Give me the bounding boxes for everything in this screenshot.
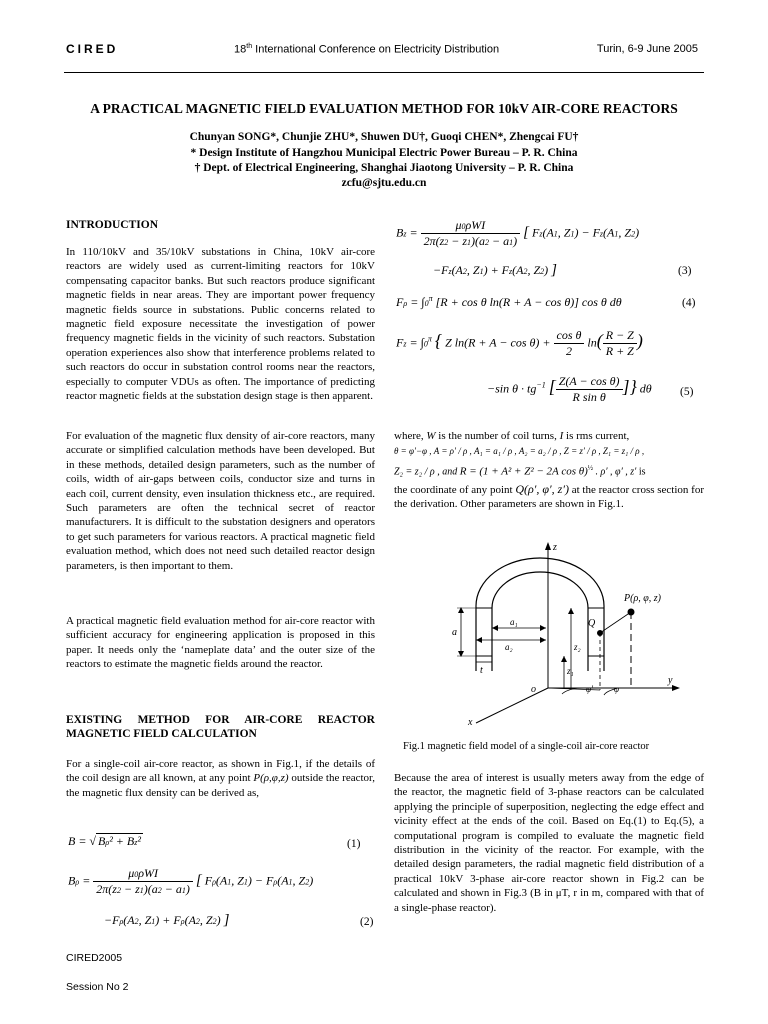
intro-heading: INTRODUCTION (66, 219, 159, 231)
primed-coordinates: . ρ′ , φ′ , z′ (595, 466, 637, 478)
equation-1-number: (1) (347, 838, 361, 850)
fig-label-x: x (468, 717, 473, 728)
fig-label-phi: φ (614, 684, 619, 694)
point-P: P(ρ,φ,z) (253, 772, 289, 785)
z-axis-arrow (545, 542, 551, 550)
where-text-c: is rms current, (566, 430, 630, 442)
fig-label-phi-prime: φ′ (586, 684, 593, 694)
symbol-W: W (426, 430, 436, 442)
point-Q: Q(ρ′, φ′, z′) (515, 481, 569, 496)
dimension-z2-arrow (568, 608, 574, 614)
where-line-3 (394, 482, 704, 512)
fig-label-z: z (553, 542, 557, 553)
fig-label-t: t (480, 665, 483, 676)
equation-4-number: (4) (682, 297, 696, 309)
paper-affiliation-1: * Design Institute of Hangzhou Municipal Electric Power Bureau – P. R. China (190, 147, 578, 159)
fig-label-Q: Q (588, 618, 596, 629)
paper-authors: Chunyan SONG*, Chunjie ZHU*, Shuwen DU†, Guoqi CHEN*, Zhengcai FU† (189, 131, 579, 143)
header-place-date: Turin, 6-9 June 2005 (596, 43, 698, 55)
equation-3-number: (3) (678, 265, 692, 277)
coil-inner-outline (492, 572, 588, 671)
figure-1-caption: Fig.1 magnetic field model of a single-coil air-core reactor (403, 741, 650, 752)
fig-label-P: P(ρ, φ, z) (624, 593, 661, 604)
existing-paragraph-text-b: outside the reactor, the magnetic flux density can be derived as, (66, 772, 376, 799)
R-exponent: ½ (587, 463, 594, 472)
dimension-z1-arrow (561, 656, 567, 662)
fig-label-a2: a₂ (505, 642, 513, 652)
where-text-b: is the number of coil turns, (438, 430, 557, 442)
fig-label-a1: a₁ (510, 617, 518, 627)
where-definitions-2: Z₂ = z₂ / ρ , and (394, 466, 458, 478)
equation-3-line-2: −Fz(A2, Z1) + Fz(A2, Z2) ] (433, 262, 557, 278)
equation-3: Bz = $\frac{\text{μ0ρWI}}{2\pi(z2 - z1)(a2 - a1)}$ [ Fz(A1, Z1) − Fz(A1, Z2) (396, 218, 640, 248)
intro-paragraph-2: For evaluation of the magnetic flux density of air-core reactors, many accurate or simplified calculation methods have been developed. But in these methods, detailed design parameters, such as the number of coils, width of air-gaps between coils, conductor size and turns in each coil, current density, even insulation thickness etc., are required. Such parameters are often the technical secret of reactor manufacturers. It is difficult to the substation designers and operators to get such parameters for various reactors. A practical magnetic field evaluation method, which does not need such detailed reactor design parameters, is then important to them. (66, 430, 375, 572)
where-paragraph (394, 429, 704, 511)
x-axis (476, 688, 548, 723)
intro-paragraph-3: A practical magnetic field evaluation method for air-core reactor with sufficient accuracy for engineering application is proposed in this paper. It needs only the ‘nameplate data’ and the outer size of the reactors to estimate the magnetic fields around the reactor. (66, 615, 375, 671)
equation-4: $F\rho = \int 0^\pi$ [R + cos θ ln(R + A − cos θ)] cos θ dθ (396, 294, 622, 309)
equation-5-number: (5) (680, 386, 694, 398)
where-definitions-1: θ = φ′−φ , A = ρ′ / ρ , A₁ = a₁ / ρ , A₂ = a₂ / ρ , Z = z′ / ρ , Z₁ = z₁ / ρ , (394, 446, 645, 457)
symbol-I: I (559, 430, 564, 442)
intro-paragraph-1: In 110/10kV and 35/10kV substations in China, 10kV air-core reactors are widely used as current-limiting reactors for 10kV compensating capacitor banks. But such reactors produce significant magnetic fields in near areas. They are important power frequency magnetic fields source in substations. Public concerns related to magnetic field exposure necessitate the investigation of power frequency magnetic fields in the vicinity of such reactors. Substation operation experiences also show that interference problems related to such reactors do occur in substation control rooms near the reactors, especially to computer VDUs as often. The importance of predicting reactor magnetic fields at the substation design stage is then apparent. (66, 246, 375, 403)
conference-ordinal-suffix: th (246, 43, 253, 50)
existing-method-paragraph (66, 757, 375, 800)
equation-2: Bρ = $\frac{\text{μ0ρWI}}{2\pi(z2 - z1)(a2 - a1)}$ [ Fρ(A1, Z1) − Fρ(A1, Z2) (68, 866, 314, 896)
fig-label-y: y (668, 675, 673, 686)
where-line-2 (394, 461, 704, 480)
header-rule (64, 72, 704, 73)
fig-label-a: a (452, 627, 457, 638)
paper-title: A PRACTICAL MAGNETIC FIELD EVALUATION METHOD FOR 10kV AIR-CORE REACTORS (90, 101, 678, 116)
where-text: where, (394, 430, 424, 442)
fig-label-z1: z₁ (567, 666, 574, 676)
header-conference (234, 43, 499, 56)
header-org: CIRED (66, 42, 119, 56)
paper-affiliation-2: † Dept. of Electrical Engineering, Shanghai Jiaotong University – P. R. China (194, 162, 574, 174)
fig-label-z2: z₂ (574, 642, 581, 652)
conference-ordinal: 18 (234, 43, 247, 56)
existing-method-heading: EXISTING METHOD FOR AIR-CORE REACTOR MAGNETIC FIELD CALCULATION (66, 714, 375, 741)
y-axis-arrow (672, 685, 680, 691)
existing-paragraph-text-a: For a single-coil air-core reactor, as shown in Fig.1, if the details of the coil design are all known, at any point (66, 758, 375, 785)
equation-5: $Fz = \int 0^\pi$ { Z ln(R + A − cos θ) + $\frac{\text{cos θ}}{2}$ ln( $\frac{R - Z}{R + Z}$ ) (396, 328, 643, 358)
P-to-Q-line (600, 612, 631, 633)
fig-label-o: o (531, 684, 536, 695)
where-line-1 (394, 429, 704, 443)
where-is: is (638, 466, 646, 478)
equation-1: B = √ Bρ² + Bz² (68, 834, 141, 848)
figure-1-reactor-model (428, 538, 698, 733)
conference-name: International Conference on Electricity Distribution (252, 43, 500, 56)
R-definition: R = (1 + A² + Z² − 2A cos θ) (459, 465, 588, 478)
footer-cired: CIRED2005 (66, 952, 123, 964)
equation-5-line-2: −sin $\theta \cdot tg^{-1}$ [ $\frac{\text{Z(A − cos θ)}}{\text{R sin θ}}$ ]} dθ (487, 374, 652, 404)
equation-2-number: (2) (360, 916, 374, 928)
superposition-paragraph: Because the area of interest is usually meters away from the edge of the reactor, the magnetic field of 3-phase reactors can be calculated applying the principle of superposition, neglecting the edge effect and vicinity effect at the ends of the coil. Based on Eq.(1) to Eq.(5), a computational program is compiled to evaluate the magnetic field distribution in the vicinity of the reactor. For example, with the detailed design parameters, the radial magnetic field distribution of a practical 10kV 3-phase air-core reactor shown in Fig.2 can be calculated and shown in Fig.3 (B in μT, r in m, compared with that of a single-phase reactor). (394, 772, 704, 914)
paper-email: zcfu@sjtu.edu.cn (341, 177, 427, 189)
equation-2-line-2: −Fρ(A2, Z1) + Fρ(A2, Z2) ] (104, 912, 230, 928)
coil-outer-outline (476, 558, 604, 671)
footer-session: Session No 2 (66, 981, 129, 993)
where-text-3a: the coordinate of any point (394, 483, 513, 496)
where-text-3b: at the reactor cross section for the derivation. Other parameters are shown in Fig.1. (394, 483, 705, 510)
